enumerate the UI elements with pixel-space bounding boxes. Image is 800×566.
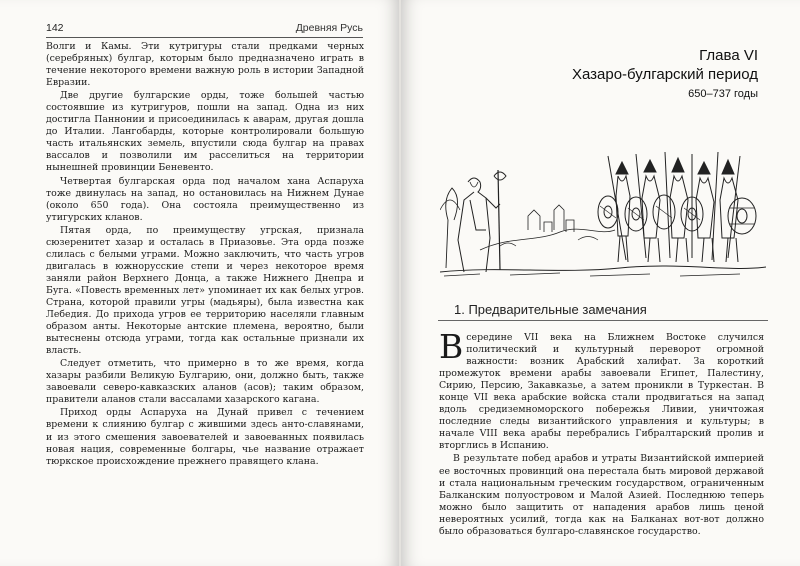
running-title: Древняя Русь (295, 22, 363, 34)
left-page (0, 0, 399, 566)
paragraph-text: середине VII века на Ближнем Востоке случился политический и культурный переворот огромной важности: возник Арабский халифат. За короткий промежуток времени арабы завоевали Египет, Палестину, Сирию, Персию, Закавказье, а затем проникли в Туркестан. В конце VII века арабские войска стали продвигаться на запад вдоль средиземноморского побережья Ливии, уничтожая последние следы византийского управления и культуры; в начале VIII века арабы перебрались Гибралтарский пролив и вторглись в Испанию. (439, 332, 764, 452)
paragraph: В результате побед арабов и утраты Византийской империей ее восточных провинций она перестала быть мировой державой и стала национальным греческим государством, ограниченным Балканским полуостровом и Малой Азией. Последнюю теперь можно было защитить от нападения арабов лишь ценой невероятных усилий, тогда как на Балканах вот-вот должно было образоваться булгаро-славянское государство. (439, 453, 764, 537)
chapter-heading (572, 46, 758, 102)
paragraph: Следует отметить, что примерно в то же время, когда хазары разбили Великую Булгарию, они, должно быть, также завоевали северо-кавказских аланов (асов); таким образом, правители аланов стали вассалами хазарского кагана. (46, 358, 364, 406)
running-head (46, 21, 363, 38)
right-text-column (439, 327, 764, 538)
paragraph: Волги и Камы. Эти кутригуры стали предками черных (серебряных) булгар, которым было предназначено играть в течение некоторого времени важную роль в истории Западной Евразии. (46, 41, 364, 89)
paragraph: Четвертая булгарская орда под началом хана Аспаруха тоже двинулась на запад, но остановилась на Нижнем Дунае (около 650 года). Она состояла преимущественно из утигурских кланов. (46, 175, 364, 223)
chapter-title: Хазаро-булгарский период (571, 66, 758, 83)
left-text-column (46, 41, 364, 468)
section-heading (438, 302, 768, 321)
paragraph: Приход орды Аспаруха на Дунай привел с течением времени к слиянию булгар с жившими здесь анто-славянами, и из этого смешения завоевателей и завоеванных появилась новая нация, современные болгары, чье название отражает тюркское происхождение прежнего правящего клана. (46, 407, 364, 467)
page-number: 142 (46, 22, 64, 34)
chapter-years: 650–737 годы (688, 88, 758, 100)
paragraph (439, 327, 764, 452)
paragraph: Пятая орда, по преимуществу угрская, признала сюзеренитет хазар и осталась в Приазовье. Эта орда позже слилась с белыми уграми. Можно заключить, что часть угров двигалась в южнорусские степи и через некоторое время заняли район Верхнего Донца, а также Нижнего Днепра и Буга. «Повесть временных лет» упоминает их как белых угров. Страна, которой правили угры (мадьяры), была известна как Лебедия. До прихода угров ее территорию населяли главным образом анты. Некоторые антские племена, вероятно, были вытеснены отсюда уграми, тогда как остальные признали их власть. (46, 224, 364, 357)
chapter-number: Глава VI (699, 47, 758, 64)
paragraph: Две другие булгарские орды, тоже большей частью состоявшие из кутригуров, пошли на запад. Одна из них достигла Паннонии и присоединилась к аварам, другая дошла до Италии. Лангобарды, которые контролировали большую часть итальянских земель, впустили сюда булгар на правах вассалов и позволили им расселиться на территории нынешней провинции Беневенто. (46, 90, 364, 174)
section-title: 1. Предварительные замечания (454, 302, 647, 317)
drop-cap: В (439, 327, 464, 366)
warriors-illustration (440, 150, 766, 278)
